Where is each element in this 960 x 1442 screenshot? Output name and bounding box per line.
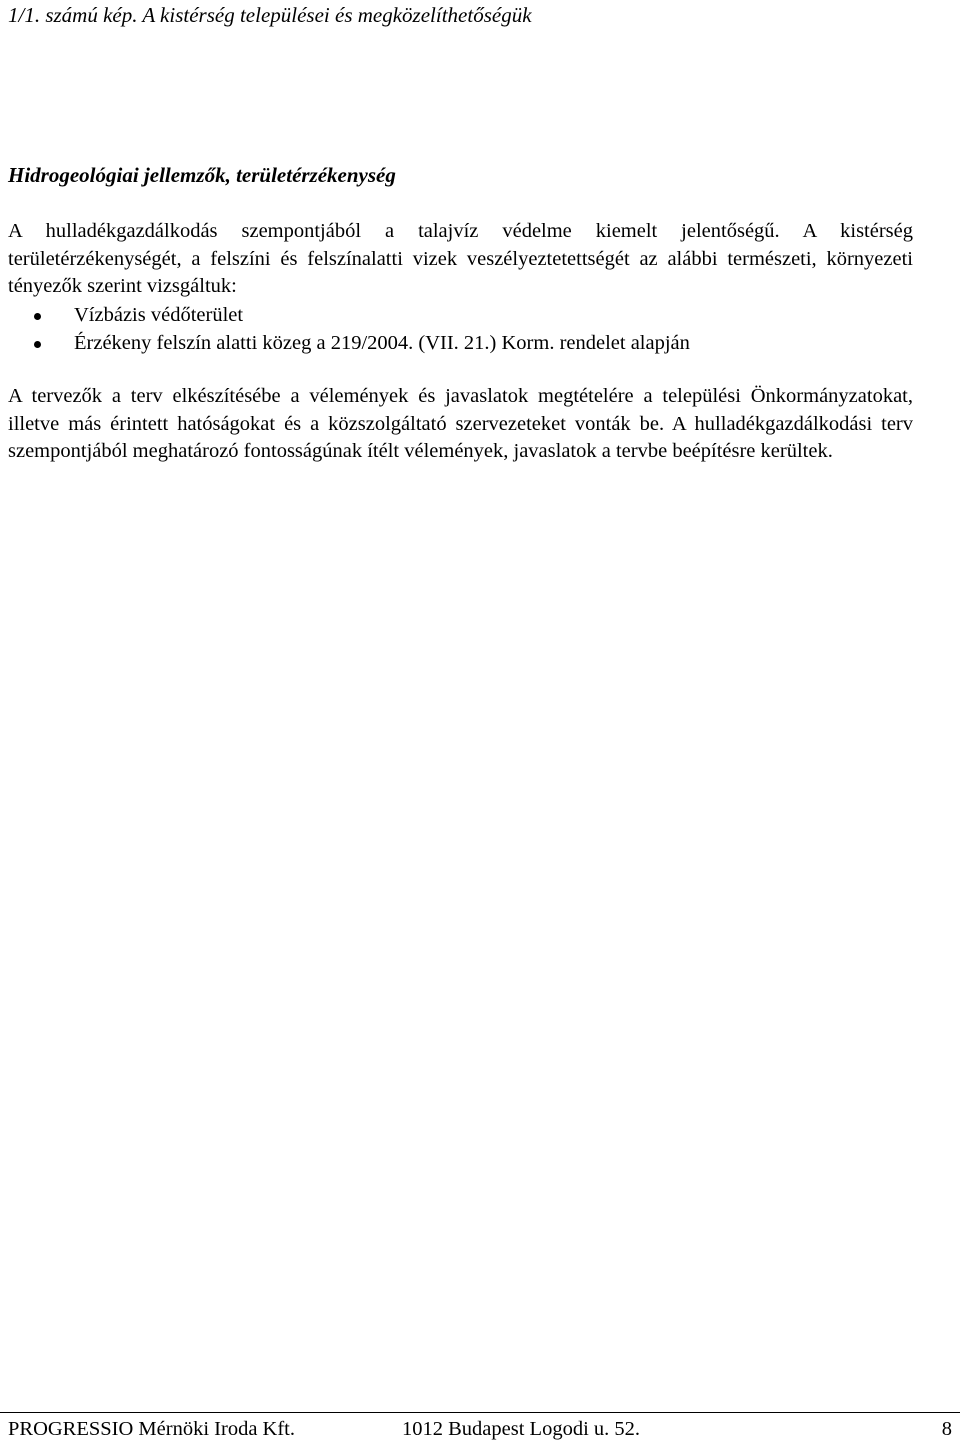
list-item-text: Érzékeny felszín alatti közeg a 219/2004. (VII. 21.) Korm. rendelet alapján — [74, 331, 690, 354]
page-footer — [0, 1412, 960, 1441]
bullet-list — [8, 302, 690, 357]
footer-company: PROGRESSIO Mérnöki Iroda Kft. — [8, 1418, 295, 1440]
list-item-text: Vízbázis védőterület — [74, 304, 244, 326]
body-paragraph: A tervezők a terv elkészítésébe a vélemények és javaslatok megtételére a települési Önkormányzatokat, illetve más érintett hatóságokat és a közszolgáltató szervezeteket vonták be. A hulladékgazdálkodási terv szempontjából meghatározó fontosságúnak ítélt vélemények, javaslatok a tervbe beépítésre kerültek. — [8, 385, 913, 463]
bullet-icon — [34, 313, 41, 320]
list-item — [8, 330, 690, 358]
page-number: 8 — [941, 1418, 952, 1440]
section-heading: Hidrogeológiai jellemzők, területérzékenység — [8, 163, 396, 187]
footer-address: 1012 Budapest Logodi u. 52. — [402, 1418, 641, 1440]
bullet-icon — [34, 341, 41, 348]
list-item — [8, 302, 690, 330]
figure-caption: 1/1. számú kép. A kistérség települései és megközelíthetőségük — [8, 3, 532, 27]
intro-paragraph: A hulladékgazdálkodás szempontjából a talajvíz védelme kiemelt jelentőségű. A kistérség területérzékenységét, a felszíni és felszínalatti vizek veszélyeztetettségét az alábbi természeti, környezeti tényezők szerint vizsgáltuk: — [8, 220, 913, 298]
